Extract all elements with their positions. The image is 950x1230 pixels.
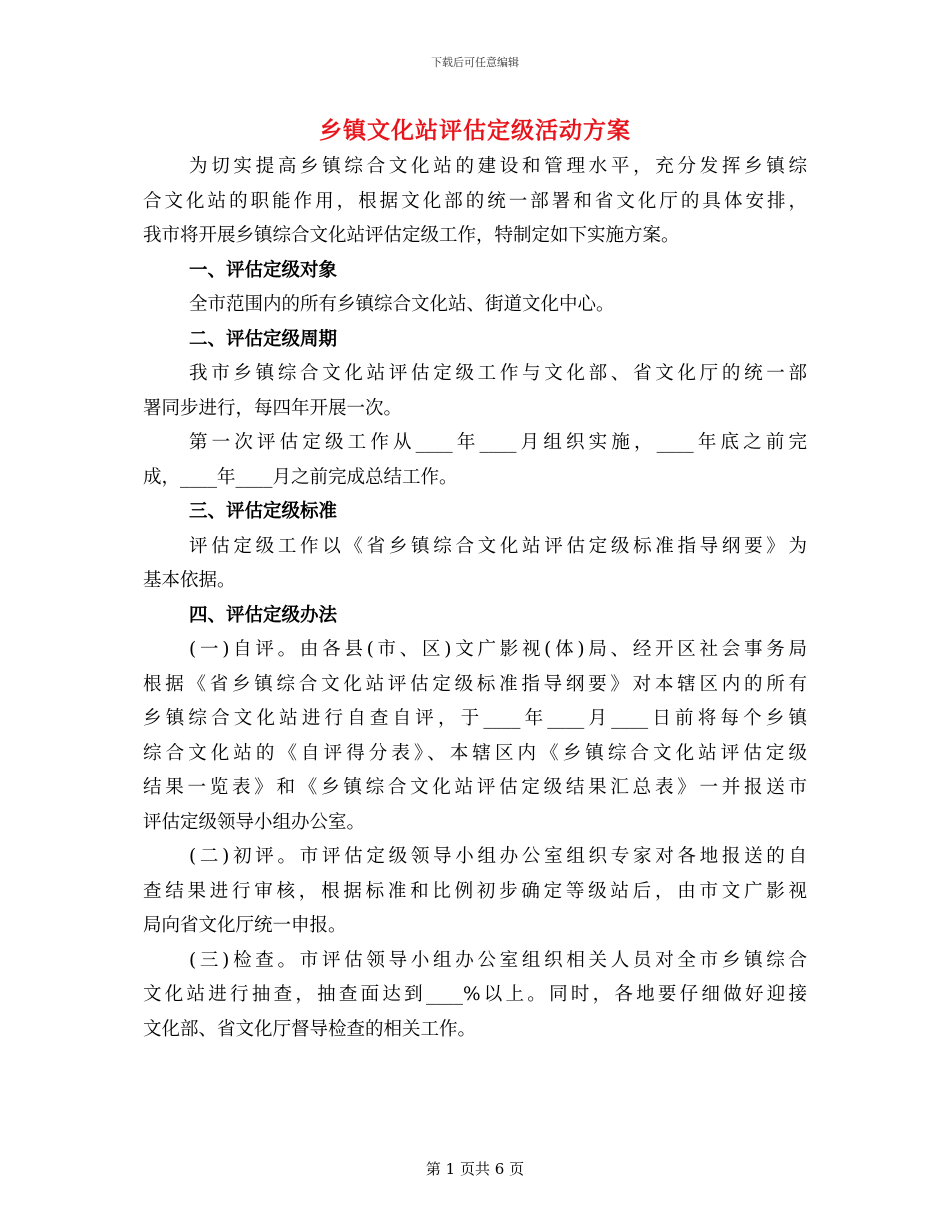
body-line: (三)检查。市评估领导小组办公室组织相关人员对全市乡镇综合 bbox=[189, 949, 807, 971]
body-line: 文化部、省文化厅督导检查的相关工作。 bbox=[143, 1018, 477, 1040]
page-header-note: 下载后可任意编辑 bbox=[431, 56, 519, 69]
body-line: 局向省文化厅统一申报。 bbox=[143, 915, 347, 936]
section-heading: 二、评估定级周期 bbox=[189, 328, 338, 350]
body-line: 查结果进行审核，根据标准和比例初步确定等级站后，由市文广影视 bbox=[143, 880, 807, 902]
body-line: 我市乡镇综合文化站评估定级工作与文化部、省文化厅的统一部 bbox=[189, 363, 807, 384]
body-line: 基本依据。 bbox=[143, 570, 236, 591]
body-line: 结果一览表》和《乡镇综合文化站评估定级结果汇总表》一并报送市 bbox=[143, 777, 807, 798]
section-heading: 三、评估定级标准 bbox=[189, 501, 338, 522]
body-line: 乡镇综合文化站进行自查自评，于____年____月____日前将每个乡镇 bbox=[143, 708, 807, 729]
body-line: 评估定级领导小组办公室。 bbox=[143, 811, 366, 833]
body-line: (一)自评。由各县(市、区)文广影视(体)局、经开区社会事务局 bbox=[189, 639, 807, 660]
page-footer: 第 1 页共 6 页 bbox=[425, 1160, 525, 1178]
body-line: 文化站进行抽查，抽查面达到____%以上。同时，各地要仔细做好迎接 bbox=[143, 984, 807, 1005]
body-line: 合文化站的职能作用，根据文化部的统一部署和省文化厅的具体安排， bbox=[143, 190, 807, 212]
body-line: 我市将开展乡镇综合文化站评估定级工作，特制定如下实施方案。 bbox=[143, 225, 680, 246]
body-line: 为切实提高乡镇综合文化站的建设和管理水平，充分发挥乡镇综 bbox=[189, 156, 807, 177]
body-line: 成，____年____月之前完成总结工作。 bbox=[143, 466, 458, 488]
section-heading: 一、评估定级对象 bbox=[189, 259, 338, 281]
document-body bbox=[143, 150, 807, 1047]
body-line: (二)初评。市评估定级领导小组办公室组织专家对各地报送的自 bbox=[189, 846, 807, 867]
section-heading: 四、评估定级办法 bbox=[189, 604, 338, 626]
body-line: 综合文化站的《自评得分表》、本辖区内《乡镇综合文化站评估定级 bbox=[143, 742, 807, 764]
body-line: 根据《省乡镇综合文化站评估定级标准指导纲要》对本辖区内的所有 bbox=[143, 673, 807, 695]
body-line: 评估定级工作以《省乡镇综合文化站评估定级标准指导纲要》为 bbox=[189, 535, 807, 557]
body-line: 第一次评估定级工作从____年____月组织实施，____年底之前完 bbox=[189, 432, 807, 453]
body-line: 全市范围内的所有乡镇综合文化站、街道文化中心。 bbox=[189, 294, 615, 315]
body-line: 署同步进行，每四年开展一次。 bbox=[143, 397, 403, 419]
document-title: 乡镇文化站评估定级活动方案 bbox=[319, 117, 631, 144]
